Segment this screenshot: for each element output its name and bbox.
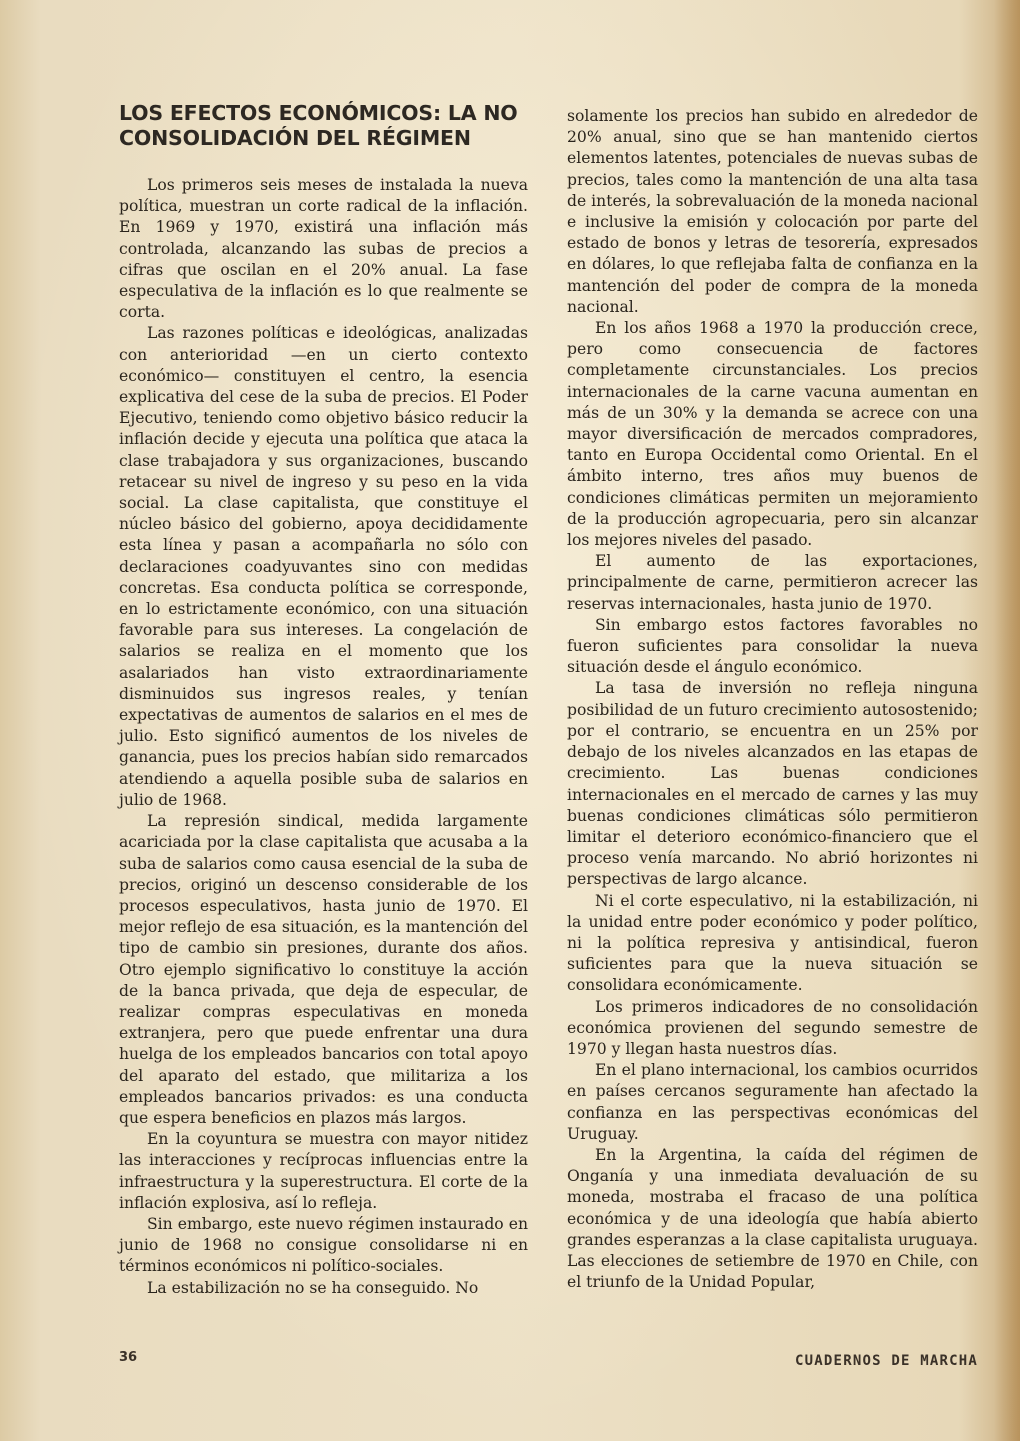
paragraph: Sin embargo estos factores favorables no fueron suficientes para consolidar la nueva situación desde el ángulo económico. (567, 615, 978, 677)
paragraph: Las razones políticas e ideológicas, analizadas con anterioridad —en un cierto contexto económico— constituyen el centro, la esencia explicativa del cese de la suba de precios. El Poder Ejecutivo, teniendo como objetivo básico reducir la inflación decide y ejecuta una política que ataca la clase trabajadora y sus organizaciones, buscando retacear su nivel de ingreso y su peso en la vida social. La clase capitalista, que constituye el núcleo básico del gobierno, apoya decididamente esta línea y pasan a acompañarla no sólo con declaraciones coadyuvantes sino con medidas concretas. Esa conducta política se corresponde, en lo estrictamente económico, con una situación favorable para sus intereses. La congelación de salarios se realiza en el momento que los asalariados han visto extraordinariamente disminuidos sus ingresos reales, y tenían expectativas de aumentos de salarios en el mes de julio. Esto significó aumentos de los niveles de ganancia, pues los precios habían sido remarcados atendiendo a aquella posible suba de salarios en julio de 1968. (119, 324, 528, 809)
paragraph: En los años 1968 a 1970 la producción crece, pero como consecuencia de factores completamente circunstanciales. Los precios internacionales de la carne vacuna aumentan en más de un 30% y la demanda se acrece con una mayor diversificación de mercados compradores, tanto en Europa Occidental como Oriental. En el ámbito interno, tres años muy buenos de condiciones climáticas permiten un mejoramiento de la producción agropecuaria, pero sin alcanzar los mejores niveles del pasado. (567, 319, 978, 550)
paragraph: La represión sindical, medida largamente acariciada por la clase capitalista que acusaba a la suba de salarios como causa esencial de la suba de precios, originó un descenso considerable de los procesos especulativos, hasta junio de 1970. El mejor reflejo de esa situación, es la mantención del tipo de cambio sin presiones, durante dos años. Otro ejemplo significativo lo constituye la acción de la banca privada, que deja de especular, de realizar compras especulativas en moneda extranjera, pero que puede enfrentar una dura huelga de los empleados bancarios con total apoyo del aparato del estado, que militariza a los empleados bancarios privados: es una conducta que espera beneficios en plazos más largos. (119, 812, 528, 1127)
page-edge-shadow (994, 0, 1020, 1441)
section-heading-line-1: LOS EFECTOS ECONÓMICOS: LA NO (119, 101, 518, 125)
paragraph-continuation: solamente los precios han subido en alrededor de 20% anual, sino que se han mantenido ciertos elementos latentes, potenciales de nuevas subas de precios, tales como la mantención de una alta tasa de interés, la sobrevaluación de la moneda nacional e inclusive la emisión y colocación por parte del estado de bonos y letras de tesorería, expresados en dólares, lo que reflejaba falta de confianza en la mantención del poder de compra de la moneda nacional. (567, 107, 978, 316)
paragraph: En la Argentina, la caída del régimen de Onganía y una inmediata devaluación de su moneda, mostraba el fracaso de una política económica y de una ideología que había abierto grandes esperanzas a la clase capitalista uruguaya. Las elecciones de setiembre de 1970 en Chile, con el triunfo de la Unidad Popular, (567, 1145, 978, 1292)
paragraph: En el plano internacional, los cambios ocurridos en países cercanos seguramente han afectado la confianza en las perspectivas económicas del Uruguay. (567, 1061, 978, 1143)
right-column (567, 106, 978, 1293)
publication-name: CUADERNOS DE MARCHA (795, 1353, 978, 1369)
paragraph: Ni el corte especulativo, ni la estabilización, ni la unidad entre poder económico y poder político, ni la política represiva y antisindical, fueron suficientes para que la nueva situación se consolidara económicamente. (567, 891, 978, 995)
paragraph: Los primeros seis meses de instalada la nueva política, muestran un corte radical de la inflación. En 1969 y 1970, existirá una inflación más controlada, alcanzando las subas de precios a cifras que oscilan en el 20% anual. La fase especulativa de la inflación es lo que realmente se corta. (119, 176, 528, 322)
paragraph: La tasa de inversión no refleja ninguna posibilidad de un futuro crecimiento autosostenido; por el contrario, se encuentra en un 25% por debajo de los niveles alcanzados en las etapas de crecimiento. Las buenas condiciones internacionales en el mercado de carnes y las muy buenas condiciones climáticas sólo permitieron limitar el deterioro económico-financiero que el proceso venía marcando. No abrió horizontes ni perspectivas de largo alcance. (567, 679, 978, 889)
paragraph: En la coyuntura se muestra con mayor nitidez las interacciones y recíprocas influencias entre la infraestructura y la superestructura. El corte de la inflación explosiva, así lo refleja. (119, 1130, 528, 1212)
section-heading (119, 101, 528, 151)
page-number: 36 (119, 1350, 138, 1365)
paragraph: Los primeros indicadores de no consolidación económica provienen del segundo semestre de 1970 y llegan hasta nuestros días. (567, 997, 978, 1058)
section-heading-line-2: CONSOLIDACIÓN DEL RÉGIMEN (119, 126, 471, 150)
left-column (119, 175, 528, 1299)
paragraph: El aumento de las exportaciones, principalmente de carne, permitieron acrecer las reservas internacionales, hasta junio de 1970. (567, 552, 978, 613)
paragraph: Sin embargo, este nuevo régimen instaurado en junio de 1968 no consigue consolidarse ni en términos económicos ni político-sociales. (119, 1214, 528, 1276)
paragraph: La estabilización no se ha conseguido. No (147, 1278, 479, 1297)
